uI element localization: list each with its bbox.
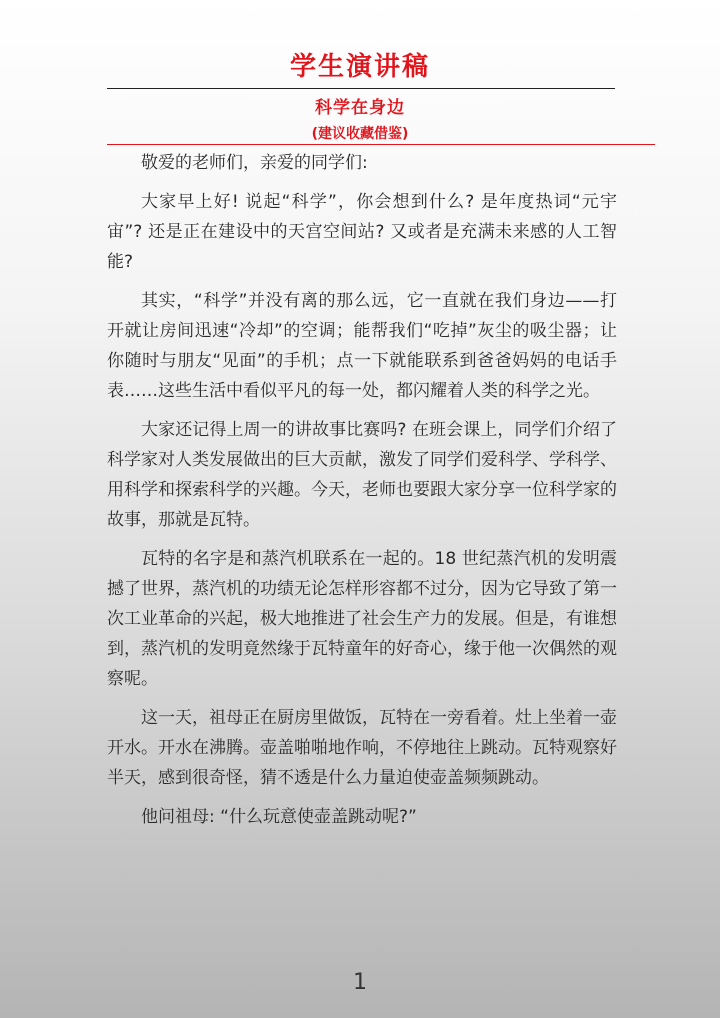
title-divider <box>107 88 615 89</box>
paragraph: 他问祖母: “什么玩意使壶盖跳动呢?” <box>141 807 417 827</box>
paragraph: 大家早上好! 说起“科学”，你会想到什么? 是年度热词“元宇宙”? 还是正在建设中的天宫空间站? 又或者是充满未来感的人工智能? <box>107 192 617 272</box>
document-title: 学生演讲稿 <box>289 52 430 82</box>
document-note: (建议收藏借鉴) <box>311 126 409 142</box>
document-body <box>107 148 617 841</box>
subtitle-divider <box>107 144 655 145</box>
paragraph: 这一天，祖母正在厨房里做饭，瓦特在一旁看着。灶上坐着一壶开水。开水在沸腾。壶盖啪啪地作响，不停地往上跳动。瓦特观察好半天，感到很奇怪，猜不透是什么力量迫使壶盖频频跳动。 <box>107 708 617 788</box>
paragraph: 大家还记得上周一的讲故事比赛吗? 在班会课上，同学们介绍了科学家对人类发展做出的巨大贡献，激发了同学们爱科学、学科学、用科学和探索科学的兴趣。今天，老师也要跟大家分享一位科学家的故事，那就是瓦特。 <box>107 420 617 530</box>
paragraph: 敬爱的老师们，亲爱的同学们: <box>141 153 368 173</box>
paragraph: 瓦特的名字是和蒸汽机联系在一起的。18 世纪蒸汽机的发明震撼了世界，蒸汽机的功绩无论怎样形容都不过分，因为它导致了第一次工业革命的兴起，极大地推进了社会生产力的发展。但是，有谁想到，蒸汽机的发明竟然缘于瓦特童年的好奇心，缘于他一次偶然的观察呢。 <box>107 549 617 689</box>
page-number: 1 <box>353 970 367 995</box>
paragraph: 其实，“科学”并没有离的那么远，它一直就在我们身边——打开就让房间迅速“冷却”的空调；能帮我们“吃掉”灰尘的吸尘器；让你随时与朋友“见面”的手机；点一下就能联系到爸爸妈妈的电话手表……这些生活中看似平凡的每一处，都闪耀着人类的科学之光。 <box>107 291 617 401</box>
document-subtitle: 科学在身边 <box>315 98 405 118</box>
